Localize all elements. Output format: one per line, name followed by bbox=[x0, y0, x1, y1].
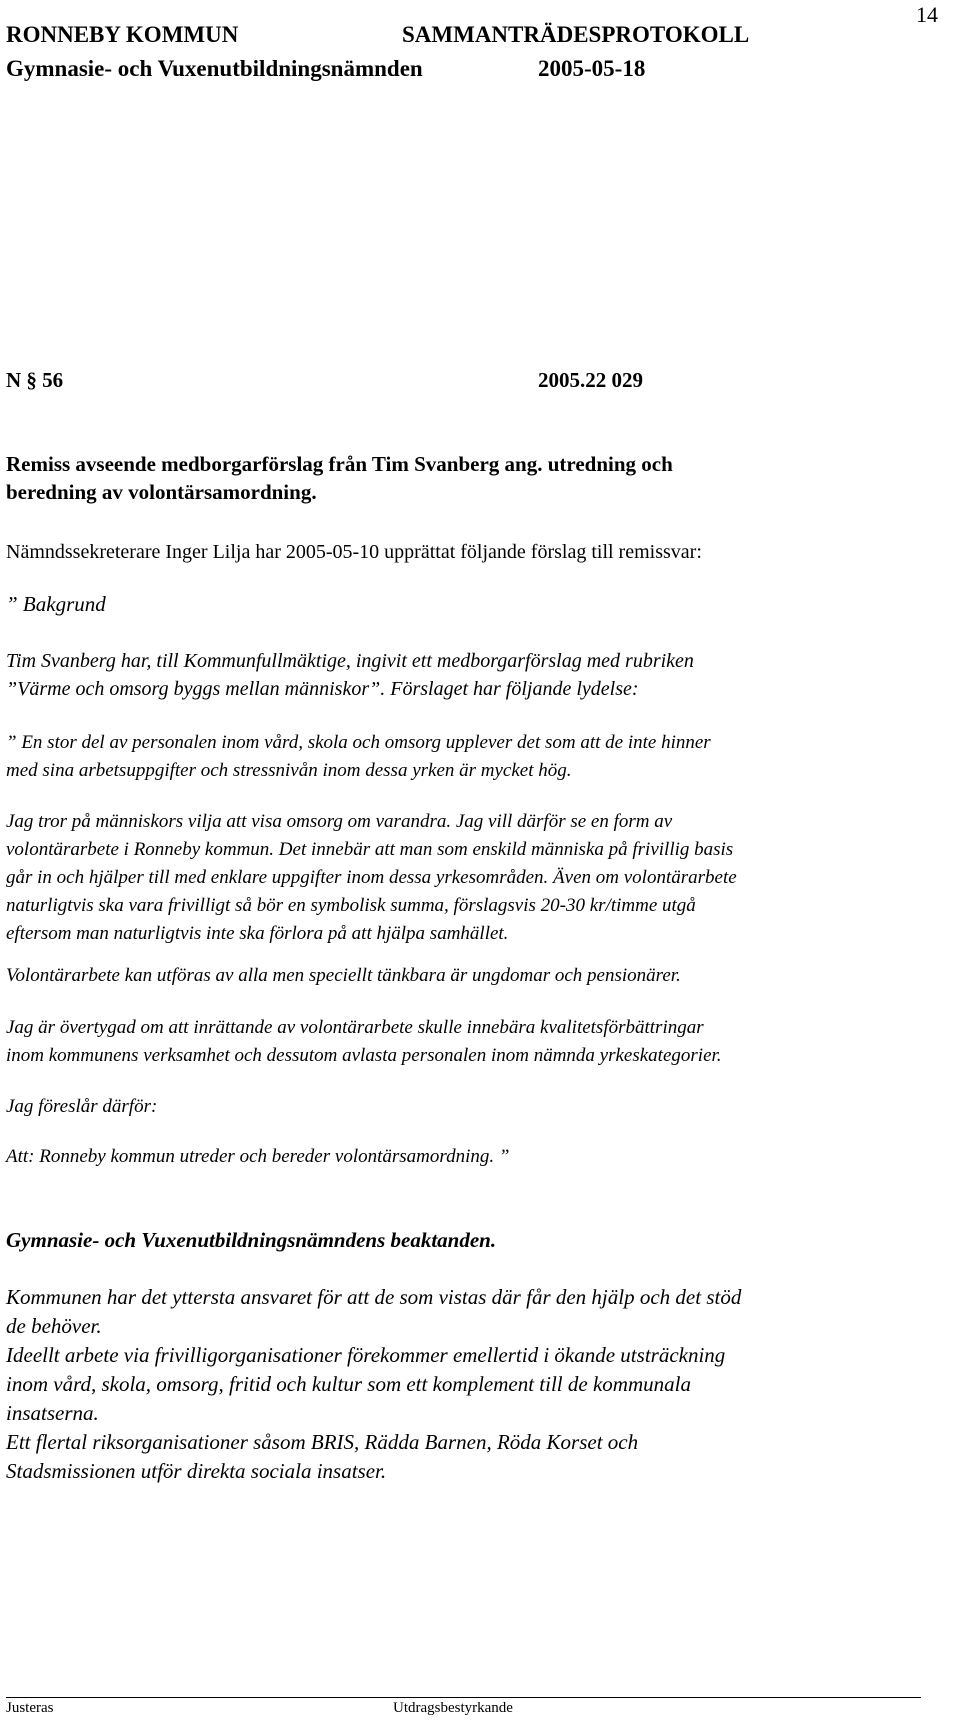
case-title-line: Remiss avseende medborgarförslag från Tim Svanberg ang. utredning och bbox=[6, 452, 673, 476]
quote-paragraph-1 bbox=[6, 729, 946, 785]
beaktanden-line: Ideellt arbete via frivilligorganisationer förekommer emellertid i ökande utsträckning bbox=[6, 1343, 726, 1367]
footer-justeras: Justeras bbox=[6, 1700, 54, 1716]
case-title-line: beredning av volontärsamordning. bbox=[6, 480, 317, 504]
bakgrund-line: ”Värme och omsorg byggs mellan människor”. Förslaget har följande lydelse: bbox=[6, 678, 639, 700]
quote-line: går in och hjälper till med enklare uppgifter inom dessa yrkesområden. Även om volontärarbete bbox=[6, 867, 737, 888]
bakgrund-line: Tim Svanberg har, till Kommunfullmäktige, ingivit ett medborgarförslag med rubriken bbox=[6, 650, 694, 672]
quote-line: inom kommunens verksamhet och dessutom avlasta personalen inom nämnda yrkeskategorier. bbox=[6, 1045, 722, 1066]
document-type: SAMMANTRÄDESPROTOKOLL bbox=[402, 22, 750, 47]
beaktanden-line: inom vård, skola, omsorg, fritid och kultur som ett komplement till de kommunala bbox=[6, 1372, 691, 1396]
quote-paragraph-2 bbox=[6, 808, 946, 948]
beaktanden-line: Stadsmissionen utför direkta sociala insatser. bbox=[6, 1459, 387, 1483]
quote-line: eftersom man naturligtvis inte ska förlora på att hjälpa samhället. bbox=[6, 923, 509, 944]
bakgrund-heading: ” Bakgrund bbox=[6, 592, 106, 616]
quote-line: ” En stor del av personalen inom vård, skola och omsorg upplever det som att de inte hinner bbox=[6, 732, 711, 753]
beaktanden-line: de behöver. bbox=[6, 1314, 102, 1338]
beaktanden-line: Kommunen har det yttersta ansvaret för att de som vistas där får den hjälp och det stöd bbox=[6, 1285, 742, 1309]
footer-rule bbox=[6, 1697, 921, 1698]
committee-name: Gymnasie- och Vuxenutbildningsnämnden bbox=[6, 56, 423, 81]
beaktanden-line: insatserna. bbox=[6, 1401, 99, 1425]
footer-utdragsbestyrkande: Utdragsbestyrkande bbox=[393, 1700, 513, 1716]
quote-paragraph-4 bbox=[6, 1014, 946, 1070]
beaktanden-heading: Gymnasie- och Vuxenutbildningsnämndens beaktanden. bbox=[6, 1228, 497, 1252]
quote-paragraph-6: Att: Ronneby kommun utreder och bereder volontärsamordning. ” bbox=[6, 1146, 510, 1167]
quote-paragraph-5: Jag föreslår därför: bbox=[6, 1096, 158, 1117]
case-title bbox=[6, 450, 946, 506]
quote-line: med sina arbetsuppgifter och stressnivån inom dessa yrken är mycket hög. bbox=[6, 760, 572, 781]
quote-line: volontärarbete i Ronneby kommun. Det innebär att man som enskild människa på frivillig basis bbox=[6, 839, 734, 860]
beaktanden-line: Ett flertal riksorganisationer såsom BRIS, Rädda Barnen, Röda Korset och bbox=[6, 1430, 639, 1454]
bakgrund-paragraph bbox=[6, 647, 946, 703]
intro-paragraph: Nämndssekreterare Inger Lilja har 2005-05-10 upprättat följande förslag till remissvar: bbox=[6, 541, 702, 563]
quote-line: Jag tror på människors vilja att visa omsorg om varandra. Jag vill därför se en form av bbox=[6, 811, 673, 832]
quote-paragraph-3: Volontärarbete kan utföras av alla men speciellt tänkbara är ungdomar och pensionärer. bbox=[6, 965, 681, 986]
case-number: 2005.22 029 bbox=[538, 368, 643, 392]
quote-line: Jag är övertygad om att inrättande av volontärarbete skulle innebära kvalitetsförbättringar bbox=[6, 1017, 704, 1038]
meeting-date: 2005-05-18 bbox=[538, 56, 646, 81]
beaktanden-body bbox=[6, 1283, 946, 1486]
page-number: 14 bbox=[916, 2, 938, 27]
paragraph-reference: N § 56 bbox=[6, 368, 64, 392]
quote-line: naturligtvis ska vara frivilligt så bör en symbolisk summa, förslagsvis 20-30 kr/timme utgå bbox=[6, 895, 696, 916]
organization-name: RONNEBY KOMMUN bbox=[6, 22, 239, 47]
